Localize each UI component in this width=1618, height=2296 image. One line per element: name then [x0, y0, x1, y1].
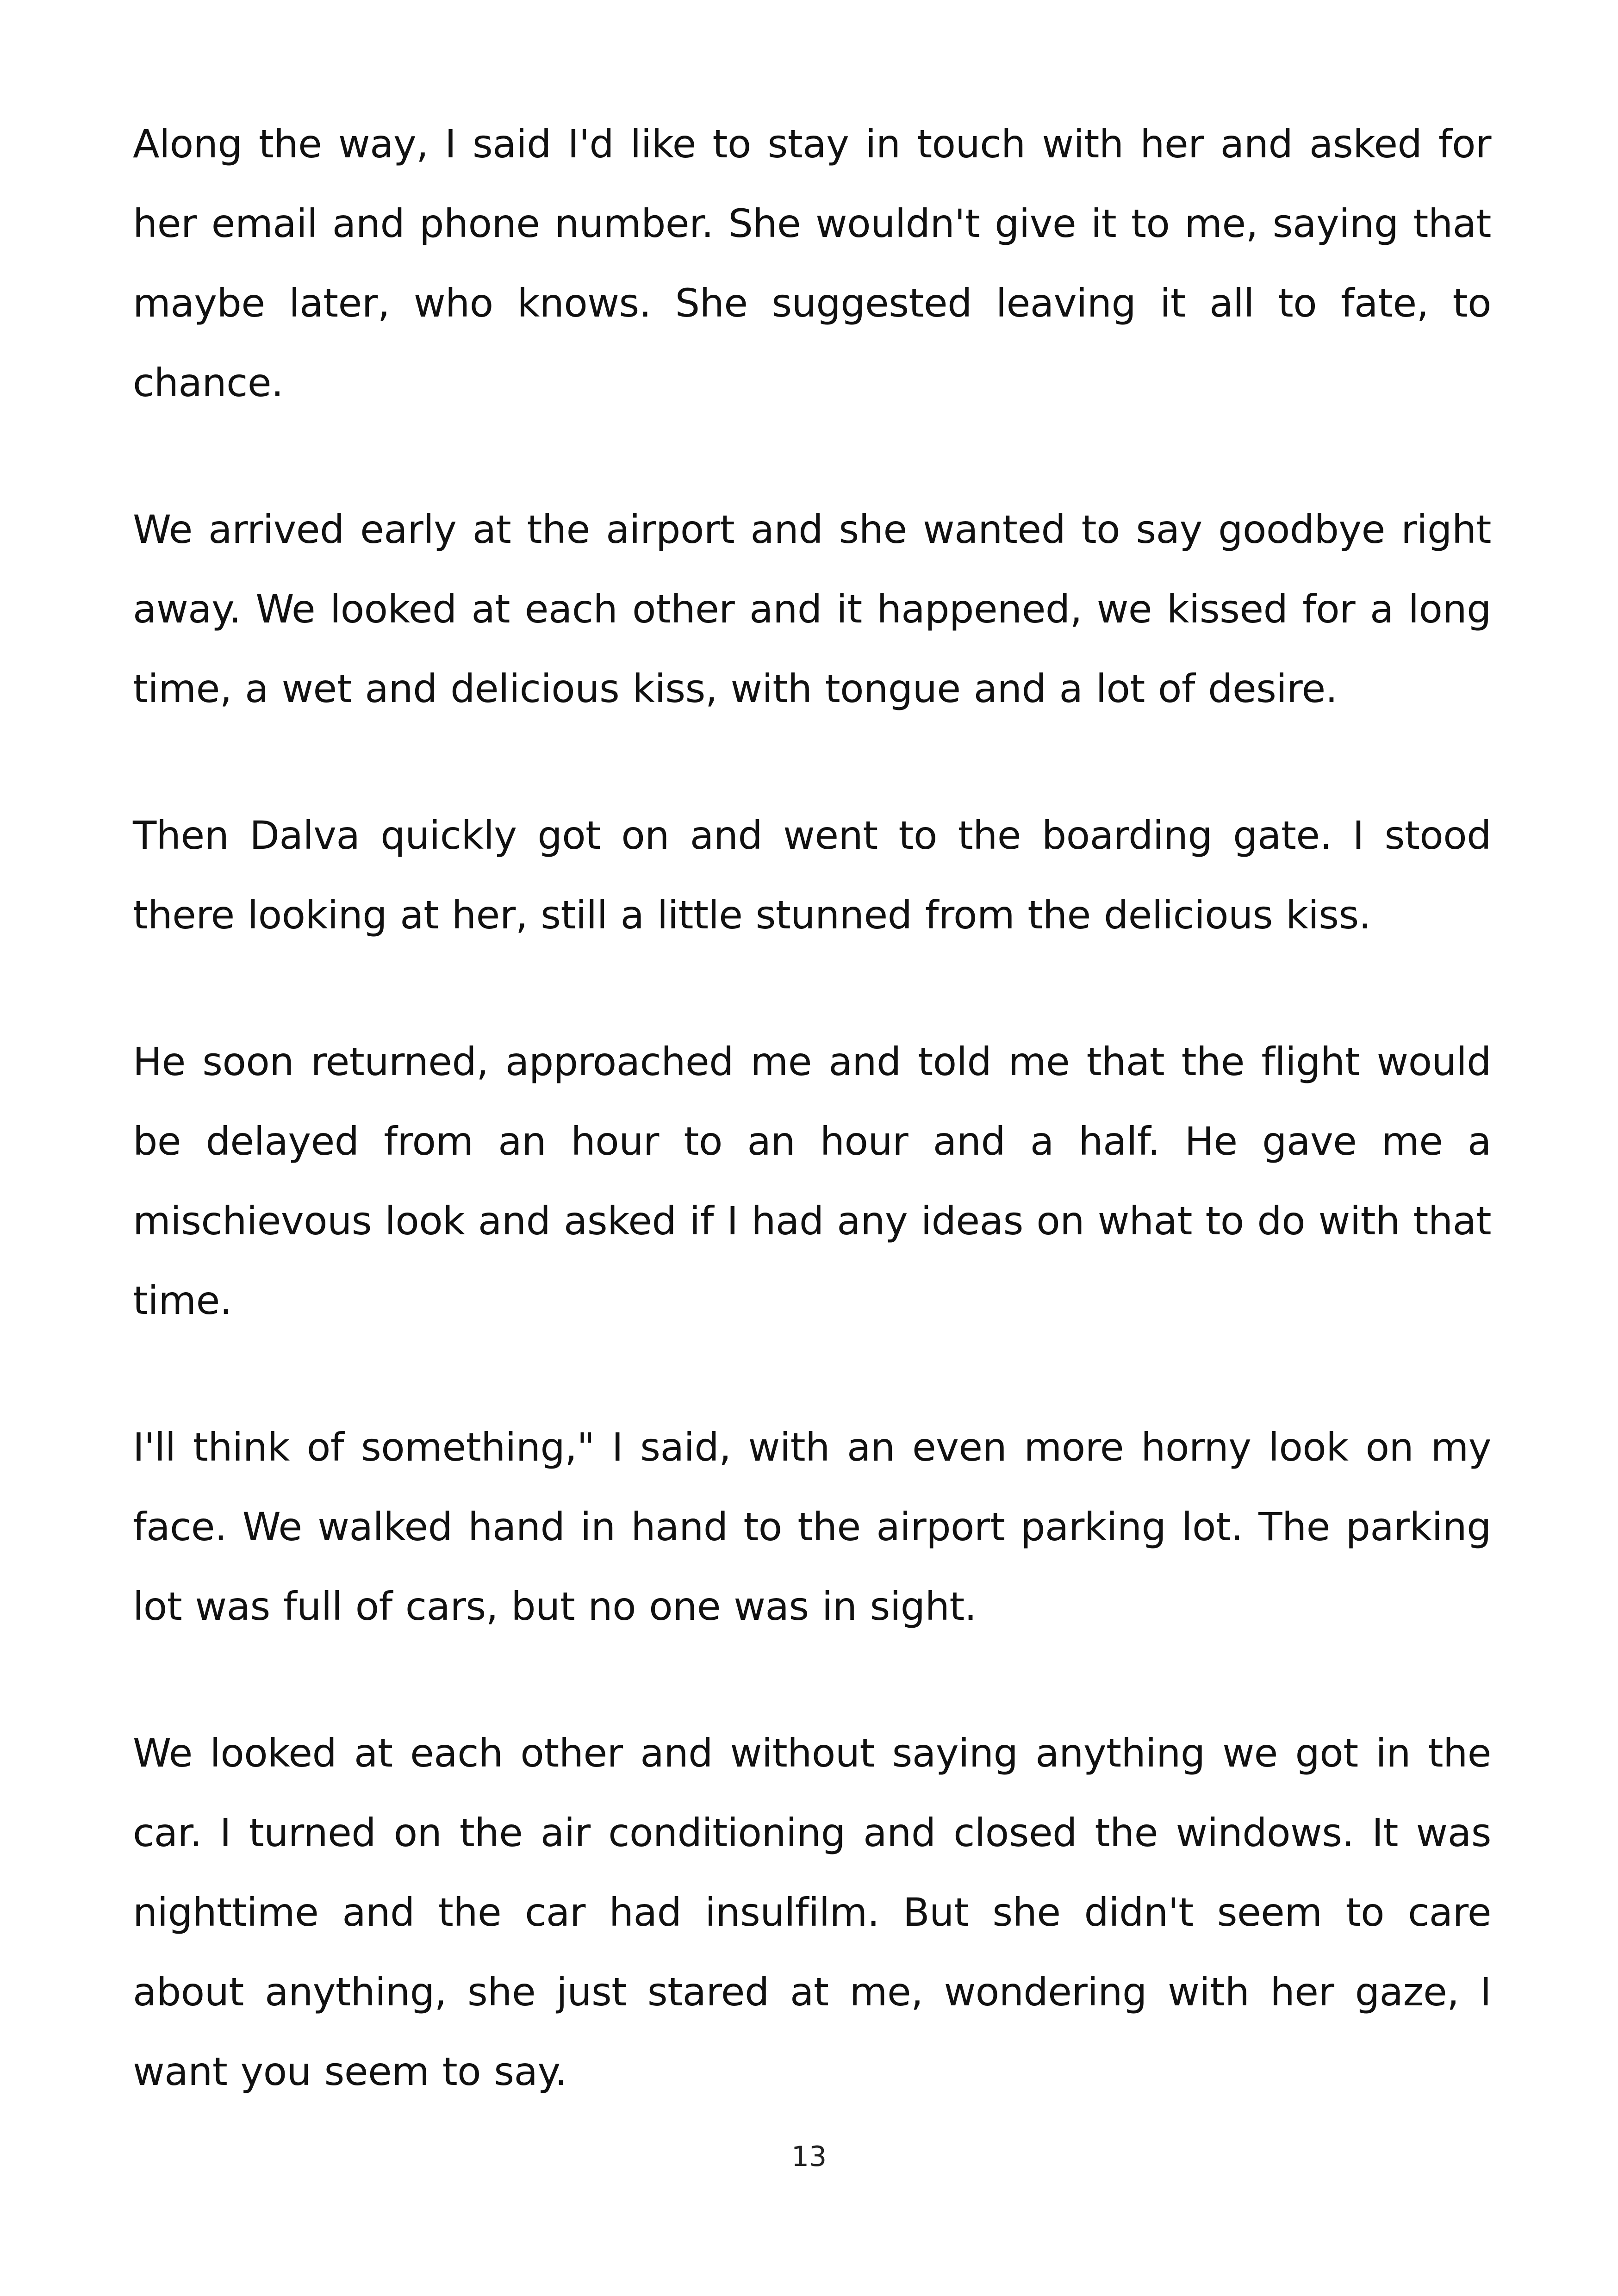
body-text — [133, 104, 1491, 2111]
paragraph-3: Then Dalva quickly got on and went to the boarding gate. I stood there looking at her, still a little stunned from the delicious kiss. — [133, 813, 1491, 938]
paragraph-4: He soon returned, approached me and told me that the flight would be delayed from an hour to an hour and a half. He gave me a mischievous look and asked if I had any ideas on what to do with that time. — [133, 1039, 1491, 1323]
paragraph-6: We looked at each other and without saying anything we got in the car. I turned on the air conditioning and closed the windows. It was nighttime and the car had insulfilm. But she didn't seem to care about anything, she just stared at me, wondering with her gaze, I want you seem to say. — [133, 1730, 1491, 2094]
paragraph-2: We arrived early at the airport and she wanted to say goodbye right away. We looked at each other and it happened, we kissed for a long time, a wet and delicious kiss, with tongue and a lot of desire. — [133, 507, 1491, 711]
paragraph-5: I'll think of something," I said, with an even more horny look on my face. We walked hand in hand to the airport parking lot. The parking lot was full of cars, but no one was in sight. — [133, 1425, 1491, 1629]
page-number: 13 — [791, 2140, 827, 2173]
paragraph-1: Along the way, I said I'd like to stay in touch with her and asked for her email and phone number. She wouldn't give it to me, saying that maybe later, who knows. She suggested leaving it all to fate, to chance. — [133, 121, 1491, 405]
